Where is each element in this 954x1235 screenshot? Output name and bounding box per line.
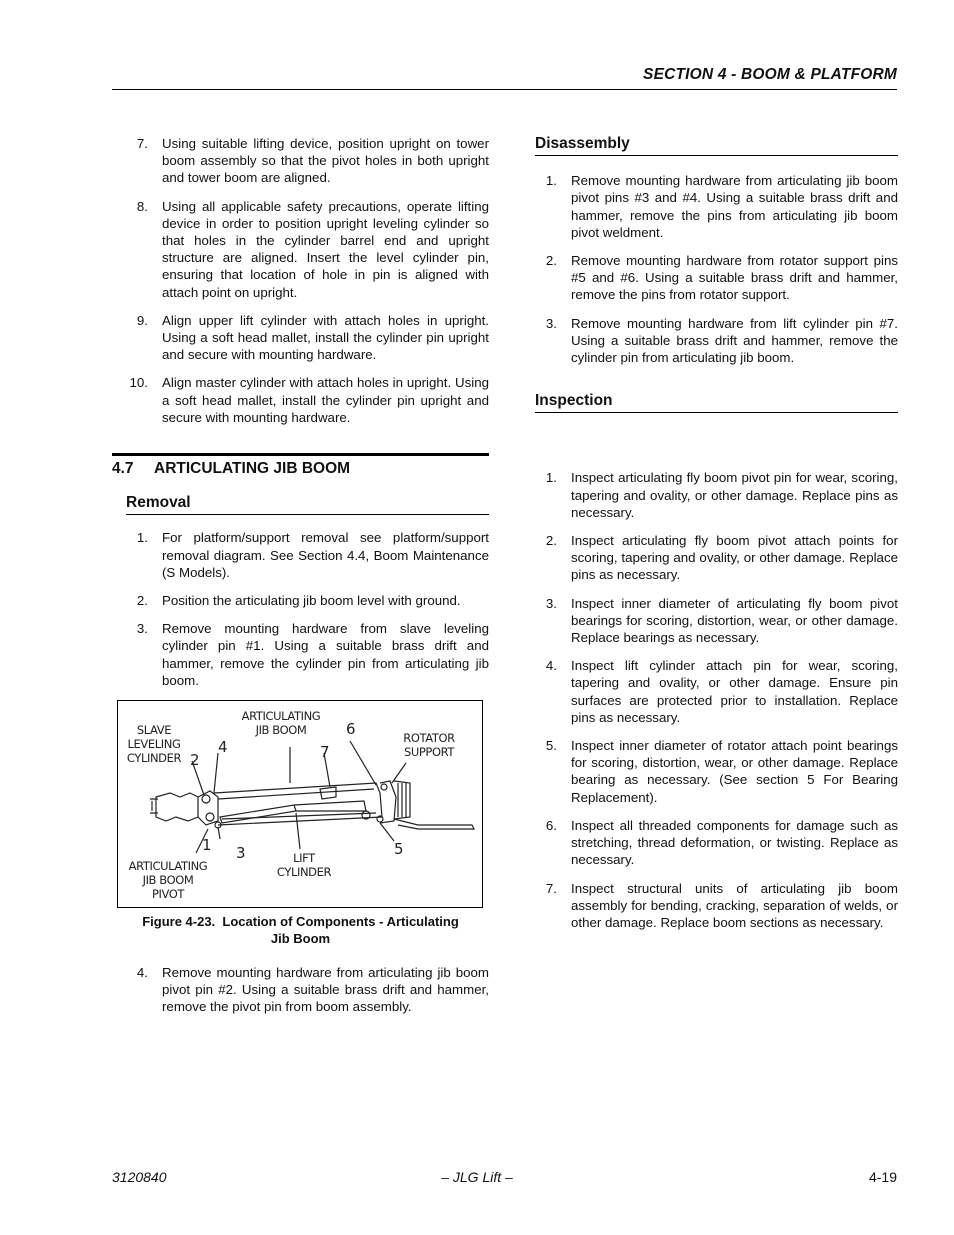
list-item: 3. Inspect inner diameter of articulating fly boom pivot bearings for scoring, distortion, wear, or other damage. Replace bearings as necessary. [545,595,898,646]
label-articulating-jib-boom-pivot: ARTICULATING JIB BOOM PIVOT [128,859,208,902]
disassembly-steps-list [535,172,898,366]
list-item: 1. Remove mounting hardware from articulating jib boom pivot pins #3 and #4. Using a suitable brass drift and hammer, remove the pins from articulating jib boom pivot weldment. [545,173,898,240]
list-item: 3. Remove mounting hardware from slave leveling cylinder pin #1. Using a suitable brass drift and hammer, remove the cylinder pin from articulating jib boom. [136,621,489,688]
pin-number: 5 [394,840,404,859]
list-item: 2. Position the articulating jib boom level with ground. [136,593,461,609]
footer-page-number: 4-19 [868,1169,897,1185]
removal-steps-list [112,529,489,689]
steps-top-list [112,135,489,426]
pin-number: 7 [320,743,330,762]
label-articulating-jib-boom: ARTICULATING JIB BOOM [241,709,321,738]
footer-doc-number: 3120840 [112,1169,167,1185]
list-item: 2. Inspect articulating fly boom pivot attach points for scoring, tapering and ovality, or other damage. Replace pins as necessary. [545,533,898,583]
list-item: 1. Inspect articulating fly boom pivot pin for wear, scoring, tapering and ovality, or other damage. Replace pins as necessary. [545,470,898,520]
pin-number: 2 [190,751,200,770]
list-item: 1. For platform/support removal see platform/support removal diagram. See Section 4.4, Boom Maintenance (S Models). [136,530,489,580]
list-item: 3. Remove mounting hardware from lift cylinder pin #7. Using a suitable brass drift and hammer, remove the cylinder pin from articulating jib boom. [545,315,898,366]
inspection-steps-list [535,469,898,931]
pin-number: 3 [236,844,246,863]
list-item: 9. Align upper lift cylinder with attach holes in upright. Using a soft head mallet, install the cylinder pin upright and secure with mounting hardware. [136,312,489,363]
label-lift-cylinder: LIFT CYLINDER [276,851,332,880]
section-header: SECTION 4 - BOOM & PLATFORM [643,66,897,83]
inspection-heading: Inspection [535,392,898,413]
list-item: 4. Inspect lift cylinder attach pin for wear, scoring, tapering and ovality, or other damage. Ensure pin surfaces are protected prior to installation. Replace pins as necessary. [545,658,898,725]
pin-number: 6 [346,720,356,739]
label-slave-leveling-cylinder: SLAVE LEVELING CYLINDER [126,723,182,766]
figure-caption: Figure 4-23. Location of Components - Articulating Jib Boom [142,914,459,947]
list-item: 7. Using suitable lifting device, position upright on tower boom assembly so that the pivot holes in both upright and tower boom are aligned. [136,136,489,186]
label-rotator-support: ROTATOR SUPPORT [403,731,455,760]
pin-number: 1 [202,836,212,855]
header-rule [112,89,897,90]
list-item: 2. Remove mounting hardware from rotator support pins #5 and #6. Using a suitable brass drift and hammer, remove the pins from rotator support. [545,253,898,303]
section-title-text: ARTICULATING JIB BOOM [154,460,351,478]
left-column [112,135,489,1027]
footer-center: – JLG Lift – [441,1169,513,1185]
removal-heading: Removal [126,494,489,515]
list-item: 6. Inspect all threaded components for damage such as stretching, thread deformation, or twisting. Replace as necessary. [545,817,898,868]
removal-steps-after-list [112,964,489,1016]
section-title [112,453,489,477]
list-item: 8. Using all applicable safety precautions, operate lifting device in order to position upright leveling cylinder so that holes in the cylinder barrel end and upright structure are aligned. Insert the level cylinder pin, ensuring that location of hole in pin is aligned with attach point on upright. [136,198,489,300]
list-item: 7. Inspect structural units of articulating jib boom assembly for bending, cracking, separation of welds, or other damage. Replace boom sections as necessary. [545,880,898,930]
disassembly-heading: Disassembly [535,135,898,156]
section-number: 4.7 [112,460,134,478]
right-column [535,135,898,942]
jib-boom-figure [117,700,483,908]
list-item: 5. Inspect inner diameter of rotator attach point bearings for scoring, distortion, wear, or other damage. Replace bearing as necessary. (See section 5 For Bearing Replacement). [545,738,898,805]
pin-number: 4 [218,738,228,757]
list-item: 10. Align master cylinder with attach holes in upright. Using a soft head mallet, install the cylinder pin upright and secure with mounting hardware. [129,375,489,425]
list-item: 4. Remove mounting hardware from articulating jib boom pivot pin #2. Using a suitable brass drift and hammer, remove the pivot pin from boom assembly. [136,965,489,1015]
